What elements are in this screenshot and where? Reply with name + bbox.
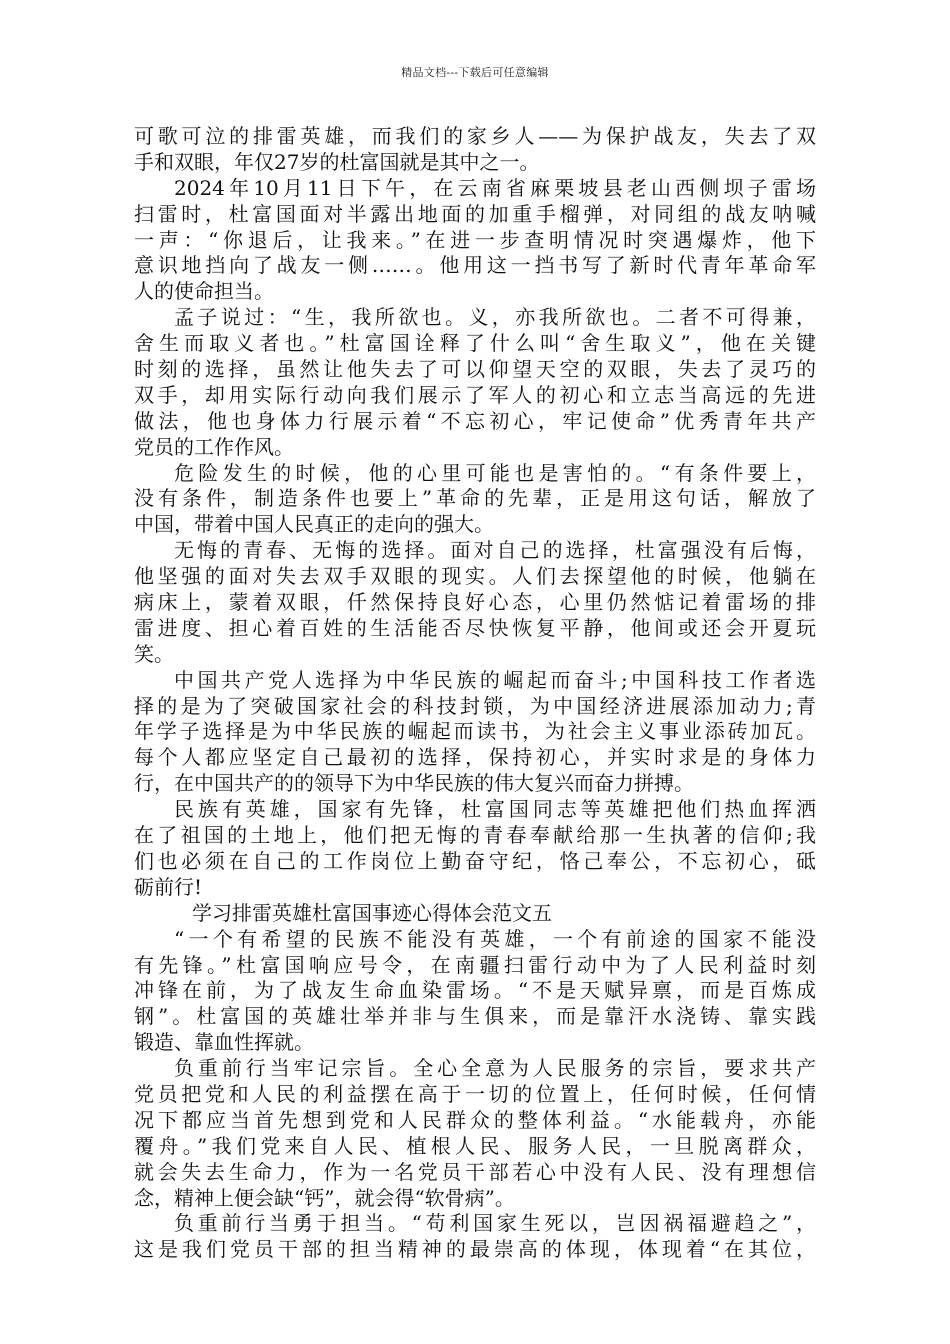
text-line: 他坚强的面对失去双手双眼的现实。人们去探望他的时候，他躺在 [134, 564, 816, 589]
text-line: 在了祖国的土地上，他们把无悔的青春奉献给那一生执著的信仰;我 [134, 823, 816, 848]
text-line: 有先锋。”杜富国响应号令，在南疆扫雷行动中为了人民利益时刻 [134, 952, 816, 977]
text-line: 病床上，蒙着双眼，仟然保持良好心态，心里仍然惦记着雷场的排 [134, 590, 816, 615]
text-line: 人的使命担当。 [134, 279, 274, 304]
text-line: 念，精神上便会缺“钙”，就会得“软骨病”。 [134, 1185, 515, 1210]
section-heading: 学习排雷英雄杜富国事迹心得体会范文五 [192, 900, 552, 925]
text-line: 负重前行当牢记宗旨。全心全意为人民服务的宗旨，要求共产 [174, 1056, 816, 1081]
text-line: 一声：“你退后，让我来。”在进一步查明情况时突遇爆炸，他下 [134, 227, 816, 252]
text-line: 覆舟。”我们党来自人民、植根人民、服务人民，一旦脱离群众， [134, 1133, 816, 1158]
page-header: 精品文档---下载后可任意编辑 [401, 66, 549, 79]
text-line: 2024年10月11日下午，在云南省麻栗坡县老山西侧坝子雷场 [174, 175, 816, 200]
text-line: 行，在中国共产的的领导下为中华民族的伟大复兴而奋力拼搏。 [134, 771, 694, 796]
text-line: 况下都应当首先想到党和人民群众的整体利益。“水能载舟，亦能 [134, 1107, 816, 1132]
text-line: 舍生而取义者也。”杜富国诠释了什么叫“舍生取义”，他在关键 [134, 331, 816, 356]
text-line: 这是我们党员干部的担当精神的最崇高的体现，体现着“在其位， [134, 1237, 816, 1262]
text-line: 意识地挡向了战友一侧……。他用这一挡书写了新时代青年革命军 [134, 253, 816, 278]
text-line: 冲锋在前，为了战友生命血染雷场。“不是天赋异禀，而是百炼成 [134, 978, 816, 1003]
text-line: 孟子说过：“生，我所欲也。义，亦我所欲也。二者不可得兼， [174, 305, 816, 330]
text-line: 择的是为了突破国家社会的科技封锁，为中国经济进展添加动力;青 [134, 693, 816, 718]
text-line: 年学子选择是为中华民族的崛起而读书，为社会主义事业添砖加瓦。 [134, 719, 816, 744]
text-line: 雷进度、担心着百姓的生活能否尽快恢复平静，他间或还会开夏玩 [134, 615, 816, 640]
text-line: 中国，带着中国人民真正的走向的强大。 [134, 512, 494, 537]
text-line: 做法，他也身体力行展示着“不忘初心，牢记使命”优秀青年共产 [134, 408, 816, 433]
text-line: 每个人都应坚定自己最初的选择，保持初心，并实时求是的身体力 [134, 745, 816, 770]
text-line: 们也必须在自己的工作岗位上勤奋守纪，恪己奉公，不忘初心，砥 [134, 848, 816, 873]
document-body [134, 124, 816, 1263]
text-line: 中国共产党人选择为中华民族的崛起而奋斗;中国科技工作者选 [174, 667, 816, 692]
text-line: 就会失去生命力，作为一名党员干部若心中没有人民、没有理想信 [134, 1159, 816, 1184]
text-line: 时刻的选择，虽然让他失去了可以仰望天空的双眼，失去了灵巧的 [134, 357, 816, 382]
text-line: 砺前行! [134, 874, 203, 899]
text-line: 双手，却用实际行动向我们展示了军人的初心和立志当高远的先进 [134, 382, 816, 407]
text-line: 扫雷时，杜富国面对半露出地面的加重手榴弹，对同组的战友呐喊 [134, 201, 816, 226]
text-line: 钢”。杜富国的英雄壮举并非与生俱来，而是靠汗水浇铸、靠实践 [134, 1004, 816, 1029]
text-line: 手和双眼，年仅27岁的杜富国就是其中之一。 [134, 149, 540, 174]
text-line: 没有条件，制造条件也要上”革命的先辈，正是用这句话，解放了 [134, 486, 816, 511]
text-line: 危险发生的时候，他的心里可能也是害怕的。“有条件要上， [174, 460, 816, 485]
text-line: 党员把党和人民的利益摆在高于一切的位置上，任何时候，任何情 [134, 1081, 816, 1106]
text-line: “一个有希望的民族不能没有英雄，一个有前途的国家不能没 [174, 926, 816, 951]
text-line: 党员的工作作风。 [134, 434, 294, 459]
text-line: 无悔的青春、无悔的选择。面对自己的选择，杜富强没有后悔， [174, 538, 816, 563]
text-line: 可歌可泣的排雷英雄，而我们的家乡人——为保护战友，失去了双 [134, 124, 816, 148]
text-line: 负重前行当勇于担当。“苟利国家生死以，岂因祸福避趋之”， [174, 1211, 816, 1236]
text-line: 锻造、靠血性挥就。 [134, 1030, 314, 1055]
text-line: 笑。 [134, 641, 174, 666]
text-line: 民族有英雄，国家有先锋，杜富国同志等英雄把他们热血挥洒 [174, 797, 816, 822]
